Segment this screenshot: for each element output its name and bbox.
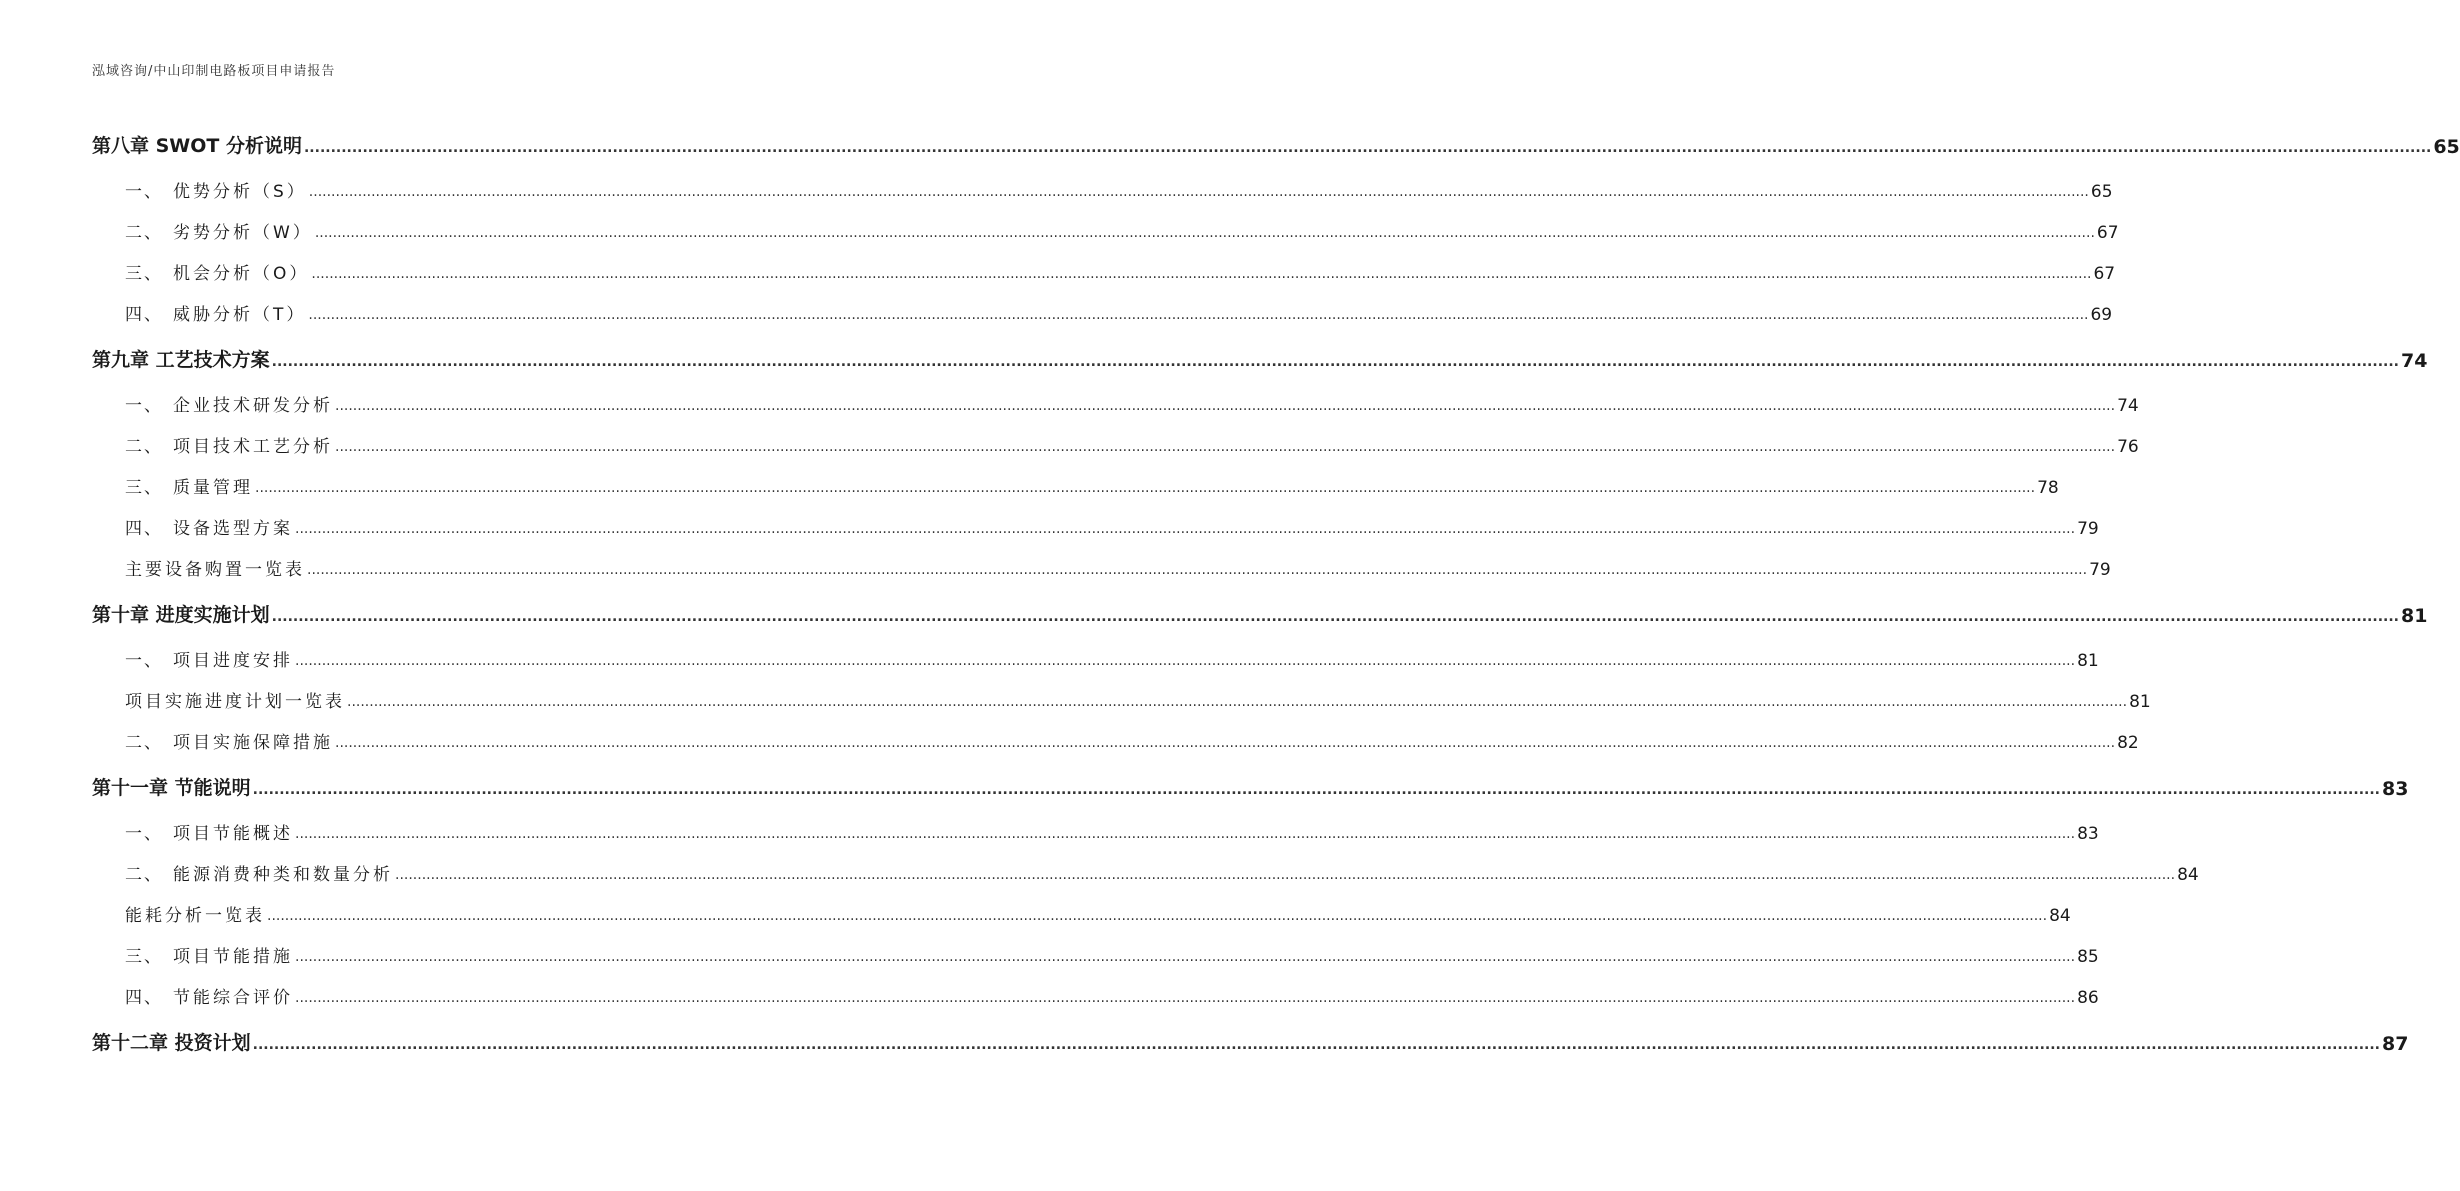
toc-entry-text: 项目实施进度计划一览表 <box>125 692 345 712</box>
toc-page-number: 84 <box>2049 906 2071 926</box>
toc-entry-title <box>92 300 306 325</box>
dot-leader: ................................................................................................................................................................................................................................................................................................................................................................................................................ <box>267 908 2048 924</box>
toc-section-entry[interactable] <box>92 978 2099 1008</box>
toc-page-number: 69 <box>2090 305 2113 325</box>
toc-entry-text: 威胁分析（T） <box>173 305 307 325</box>
toc-entry-text: 项目进度安排 <box>173 651 293 671</box>
toc-page-number: 79 <box>2077 519 2099 539</box>
dot-leader: ................................................................................................................................................................................................................................................................................................................................................................................................................ <box>308 307 2089 323</box>
toc-entry-text: 第九章 工艺技术方案 <box>92 349 270 371</box>
toc-entry-number: 三、 <box>125 478 163 498</box>
toc-section-entry[interactable] <box>92 855 2199 885</box>
toc-entry-text: 优势分析（S） <box>173 182 307 202</box>
toc-page-number: 82 <box>2117 733 2139 753</box>
toc-entry-text: 项目节能措施 <box>173 947 293 967</box>
toc-entry-title <box>92 901 265 926</box>
toc-section-entry[interactable] <box>92 937 2099 967</box>
toc-section-entry[interactable] <box>92 682 2151 712</box>
dot-leader: ................................................................................................................................................................................................................................................................................................................................................................................................................ <box>303 140 2432 156</box>
toc-page-number: 85 <box>2077 947 2099 967</box>
toc-section-entry[interactable] <box>92 896 2071 926</box>
toc-section-entry[interactable] <box>92 814 2099 844</box>
toc-entry-title <box>92 773 251 800</box>
toc-entry-title <box>92 131 302 158</box>
dot-leader: ................................................................................................................................................................................................................................................................................................................................................................................................................ <box>255 480 2036 496</box>
toc-page-number: 65 <box>2090 182 2113 202</box>
toc-entry-text: 项目技术工艺分析 <box>173 437 333 457</box>
toc-entry-title <box>92 473 253 498</box>
toc-page-number: 81 <box>2129 692 2151 712</box>
toc-entry-text: 劣势分析（W） <box>173 223 313 243</box>
toc-section-entry[interactable] <box>92 509 2099 539</box>
toc-section-entry[interactable] <box>92 427 2139 457</box>
toc-entry-title <box>92 555 305 580</box>
dot-leader: ................................................................................................................................................................................................................................................................................................................................................................................................................ <box>395 867 2176 883</box>
toc-entry-text: 第十章 进度实施计划 <box>92 604 270 626</box>
toc-page-number: 76 <box>2117 437 2139 457</box>
dot-leader: ................................................................................................................................................................................................................................................................................................................................................................................................................ <box>347 694 2128 710</box>
dot-leader: ................................................................................................................................................................................................................................................................................................................................................................................................................ <box>308 184 2089 200</box>
toc-entry-number: 四、 <box>125 988 163 1008</box>
toc-entry-title <box>92 819 293 844</box>
toc-page-number: 65 <box>2433 136 2460 158</box>
toc-entry-title <box>92 600 270 627</box>
toc-entry-text: 主要设备购置一览表 <box>125 560 305 580</box>
toc-page-number: 83 <box>2077 824 2099 844</box>
dot-leader: ................................................................................................................................................................................................................................................................................................................................................................................................................ <box>335 398 2116 414</box>
toc-page-number: 84 <box>2177 865 2199 885</box>
toc-page-number: 67 <box>2096 223 2119 243</box>
toc-entry-number: 一、 <box>125 651 163 671</box>
toc-page-number: 83 <box>2381 778 2409 800</box>
toc-entry-title <box>92 687 345 712</box>
toc-entry-number: 三、 <box>125 264 163 284</box>
toc-entry-title <box>92 860 393 885</box>
toc-section-entry[interactable] <box>92 641 2099 671</box>
toc-entry-number: 二、 <box>125 733 163 753</box>
dot-leader: ................................................................................................................................................................................................................................................................................................................................................................................................................ <box>252 782 2380 798</box>
toc-entry-text: 质量管理 <box>173 478 253 498</box>
toc-entry-number: 二、 <box>125 865 163 885</box>
toc-entry-text: 能源消费种类和数量分析 <box>173 865 393 885</box>
toc-chapter-entry[interactable] <box>92 764 2409 800</box>
toc-entry-title <box>92 345 270 372</box>
dot-leader: ................................................................................................................................................................................................................................................................................................................................................................................................................ <box>295 949 2076 965</box>
toc-page-number: 74 <box>2400 350 2428 372</box>
toc-page-number: 81 <box>2077 651 2099 671</box>
toc-entry-number: 四、 <box>125 519 163 539</box>
toc-chapter-entry[interactable] <box>92 122 2460 158</box>
dot-leader: ................................................................................................................................................................................................................................................................................................................................................................................................................ <box>307 562 2088 578</box>
toc-page-number: 79 <box>2089 560 2111 580</box>
toc-entry-title <box>92 259 309 284</box>
dot-leader: ................................................................................................................................................................................................................................................................................................................................................................................................................ <box>252 1037 2380 1053</box>
toc-section-entry[interactable] <box>92 386 2139 416</box>
toc-page-number: 67 <box>2093 264 2116 284</box>
toc-chapter-entry[interactable] <box>92 1019 2409 1055</box>
toc-entry-title <box>92 177 307 202</box>
toc-page-number: 87 <box>2381 1033 2409 1055</box>
toc-section-entry[interactable] <box>92 550 2111 580</box>
toc-entry-text: 机会分析（O） <box>173 264 310 284</box>
toc-entry-number: 四、 <box>125 305 163 325</box>
toc-chapter-entry[interactable] <box>92 591 2428 627</box>
toc-entry-text: 第十一章 节能说明 <box>92 777 251 799</box>
toc-section-entry[interactable] <box>92 295 2113 325</box>
toc-entry-title <box>92 432 333 457</box>
toc-entry-title <box>92 218 313 243</box>
toc-entry-title <box>92 646 293 671</box>
toc-entry-number: 一、 <box>125 396 163 416</box>
toc-page-number: 86 <box>2077 988 2099 1008</box>
toc-entry-text: 第八章 SWOT 分析说明 <box>92 135 302 157</box>
toc-entry-number: 三、 <box>125 947 163 967</box>
toc-entry-number: 二、 <box>125 437 163 457</box>
toc-page-number: 81 <box>2400 605 2428 627</box>
toc-section-entry[interactable] <box>92 468 2059 498</box>
toc-entry-title <box>92 983 293 1008</box>
toc-entry-text: 节能综合评价 <box>173 988 293 1008</box>
toc-entry-number: 二、 <box>125 223 163 243</box>
toc-chapter-entry[interactable] <box>92 336 2428 372</box>
toc-entry-text: 项目实施保障措施 <box>173 733 333 753</box>
toc-entry-text: 能耗分析一览表 <box>125 906 265 926</box>
toc-entry-text: 企业技术研发分析 <box>173 396 333 416</box>
dot-leader: ................................................................................................................................................................................................................................................................................................................................................................................................................ <box>335 439 2116 455</box>
running-header: 泓域咨询/中山印制电路板项目申请报告 <box>92 64 336 79</box>
toc-entry-number: 一、 <box>125 824 163 844</box>
dot-leader: ................................................................................................................................................................................................................................................................................................................................................................................................................ <box>335 735 2116 751</box>
dot-leader: ................................................................................................................................................................................................................................................................................................................................................................................................................ <box>295 826 2076 842</box>
toc-entry-text: 设备选型方案 <box>173 519 293 539</box>
dot-leader: ................................................................................................................................................................................................................................................................................................................................................................................................................ <box>295 990 2076 1006</box>
toc-section-entry[interactable] <box>92 172 2113 202</box>
toc-entry-title <box>92 1028 251 1055</box>
toc-section-entry[interactable] <box>92 254 2116 284</box>
dot-leader: ................................................................................................................................................................................................................................................................................................................................................................................................................ <box>311 266 2092 282</box>
toc-entry-title <box>92 728 333 753</box>
toc-entry-title <box>92 942 293 967</box>
toc-entry-number: 一、 <box>125 182 163 202</box>
dot-leader: ................................................................................................................................................................................................................................................................................................................................................................................................................ <box>295 521 2076 537</box>
dot-leader: ................................................................................................................................................................................................................................................................................................................................................................................................................ <box>271 354 2399 370</box>
dot-leader: ................................................................................................................................................................................................................................................................................................................................................................................................................ <box>271 609 2399 625</box>
toc-entry-title <box>92 514 293 539</box>
dot-leader: ................................................................................................................................................................................................................................................................................................................................................................................................................ <box>295 653 2076 669</box>
toc-section-entry[interactable] <box>92 213 2119 243</box>
toc-entry-text: 第十二章 投资计划 <box>92 1032 251 1054</box>
toc-entry-title <box>92 391 333 416</box>
toc-page-number: 74 <box>2117 396 2139 416</box>
dot-leader: ................................................................................................................................................................................................................................................................................................................................................................................................................ <box>314 225 2095 241</box>
toc-page-number: 78 <box>2037 478 2059 498</box>
toc-entry-text: 项目节能概述 <box>173 824 293 844</box>
table-of-contents <box>92 118 2460 1069</box>
toc-section-entry[interactable] <box>92 723 2139 753</box>
